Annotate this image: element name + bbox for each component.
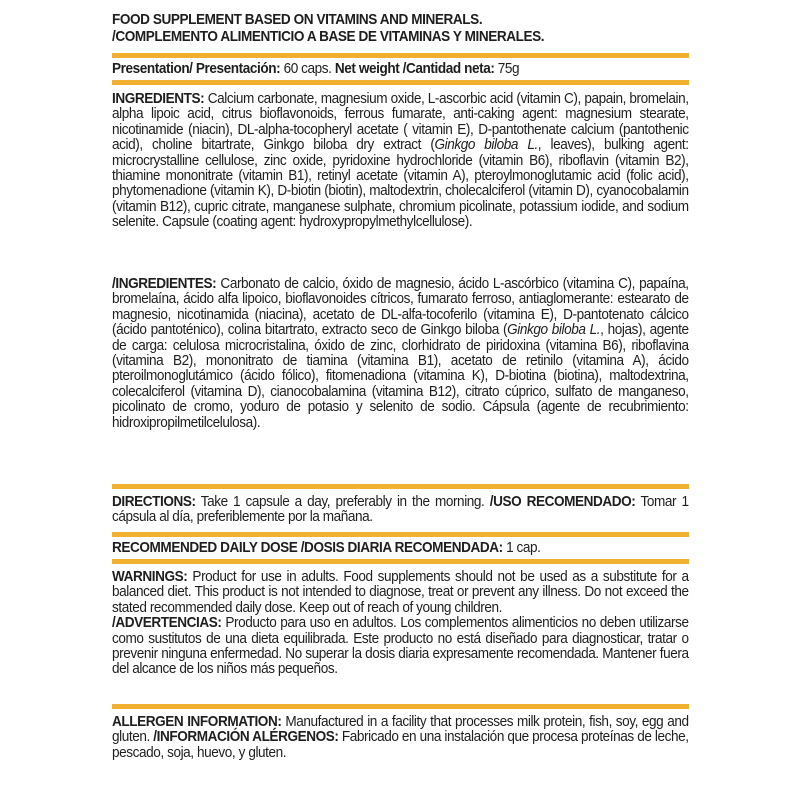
warnings-label-es: /ADVERTENCIAS:: [112, 615, 222, 632]
ingredients-es-latin-name: Ginkgo biloba L.: [507, 322, 601, 339]
directions-text-en: Take 1 capsule a day, preferably in the morning.: [200, 494, 485, 510]
ingredients-en-latin-name: Ginkgo biloba L.: [434, 137, 538, 154]
warnings-label: WARNINGS:: [112, 569, 188, 585]
ingredients-en-text-2: , leaves), bulking agent: microcrystalline cellulose, zinc oxide, pyridoxine hydrochloride (vitamin B6), riboflavin (vitamin B2), thiamine mononitrate (vitamin B1), retinyl acetate (vitamin A), pteroylmonoglutamic acid (folic acid), phytomenadione (vitamin K), D-biotin (biotin), maltodextrin, cholecalciferol (vitamin D), cyanocobalamin (vitamin B12), cupric citrate, manganese sulphate, chromium picolinate, potassium iodide, and sodium selenite. Capsule (coating agent: hydroxypropylmethylcellulose).: [112, 137, 689, 231]
allergen-text-en: Manufactured in a facility that processes milk protein, fish, soy, egg and gluten.: [112, 714, 689, 746]
warnings-section: [112, 564, 689, 704]
ingredients-es-text-1: Carbonato de calcio, óxido de magnesio, ácido L-ascórbico (vitamina C), papaína, bromelaína, ácido alfa lipoico, bioflavonoides cítricos, fumarato ferroso, antiaglomerante: estearato de magnesio, nicotinamida (niacina), acetato de DL-alfa-tocoferilo (vitamina E), D-pantotenato cálcico (ácido pantoténico), colina bitartrato, extracto seco de Ginkgo biloba (: [112, 276, 689, 339]
daily-dose-label: RECOMMENDED DAILY DOSE /DOSIS DIARIA RECOMENDADA:: [112, 540, 503, 556]
ingredients-en-text-1: Calcium carbonate, magnesium oxide, L-ascorbic acid (vitamin C), papain, bromelain, alpha lipoic acid, citrus bioflavonoids, ferrous fumarate, anti-caking agent: magnesium stearate, nicotinamide (niacin), DL-alpha-tocopheryl acetate ( vitamin E), D-pantothenate calcium (pantothenic acid), choline bitartrate, Ginkgo biloba dry extract (: [112, 91, 689, 154]
net-weight-label: Net weight /Cantidad neta:: [334, 61, 495, 77]
directions-text-es: Tomar 1 cápsula al día, preferiblemente por la mañana.: [112, 494, 689, 526]
supplement-label: [112, 12, 689, 761]
directions-label: DIRECTIONS:: [112, 494, 196, 510]
warnings-text-en: Product for use in adults. Food supplements should not be used as a substitute for a balanced diet. This product is not intended to diagnose, treat or prevent any illness. Do not exceed the stated recommended daily dose. Keep out of reach of young children.: [112, 569, 689, 616]
directions-section: [112, 489, 689, 532]
directions-label-es: /USO RECOMENDADO:: [489, 494, 636, 510]
daily-dose-section: [112, 537, 689, 559]
allergen-text-es: Fabricado en una instalación que procesa proteínas de leche, pescado, soja, huevo, y gluten.: [112, 729, 689, 761]
presentation-section: [112, 58, 689, 80]
header-title-es: /COMPLEMENTO ALIMENTICIO A BASE DE VITAMINAS Y MINERALES.: [112, 29, 545, 45]
allergen-section: [112, 709, 689, 761]
header-section: [112, 12, 689, 53]
ingredients-en-label: INGREDIENTS:: [112, 91, 205, 107]
allergen-label-es: /INFORMACIÓN ALÉRGENOS:: [153, 729, 339, 746]
daily-dose-value: 1 cap.: [506, 540, 541, 556]
ingredients-es-label: /INGREDIENTES:: [112, 276, 217, 292]
presentation-label: Presentation/ Presentación:: [112, 61, 281, 77]
allergen-label: ALLERGEN INFORMATION:: [112, 714, 282, 730]
warnings-text-es: Producto para uso en adultos. Los complementos alimenticios no deben utilizarse como sustitutos de una dieta equilibrada. Este producto no está diseñado para diagnosticar, tratar o prevenir ninguna enfermedad. No superar la dosis diaria expresamente recomendada. Mantener fuera del alcance de los niños más pequeños.: [112, 615, 689, 678]
ingredients-es-section: [112, 277, 689, 484]
presentation-value: 60 caps.: [283, 61, 332, 77]
ingredients-es-text-2: , hojas), agente de carga: celulosa microcristalina, óxido de zinc, clorhidrato de piridoxina (vitamina B6), riboflavina (vitamina B2), mononitrato de tiamina (vitamina B1), acetato de retinilo (vitamina A), ácido pteroilmonoglutámico (ácido fólico), fitomenadiona (vitamina K), D-biotina (biotina), maltodextrina, colecalciferol (vitamina D), cianocobalamina (vitamina B12), citrato cúprico, sulfato de manganeso, picolinato de cromo, yoduro de potasio y selenito de sodio. Cápsula (agente de recubrimiento: hidroxipropilmetilcelulosa).: [112, 322, 689, 431]
header-title-en: FOOD SUPPLEMENT BASED ON VITAMINS AND MINERALS.: [112, 12, 483, 28]
net-weight-value: 75g: [497, 61, 520, 77]
ingredients-en-section: [112, 85, 689, 277]
